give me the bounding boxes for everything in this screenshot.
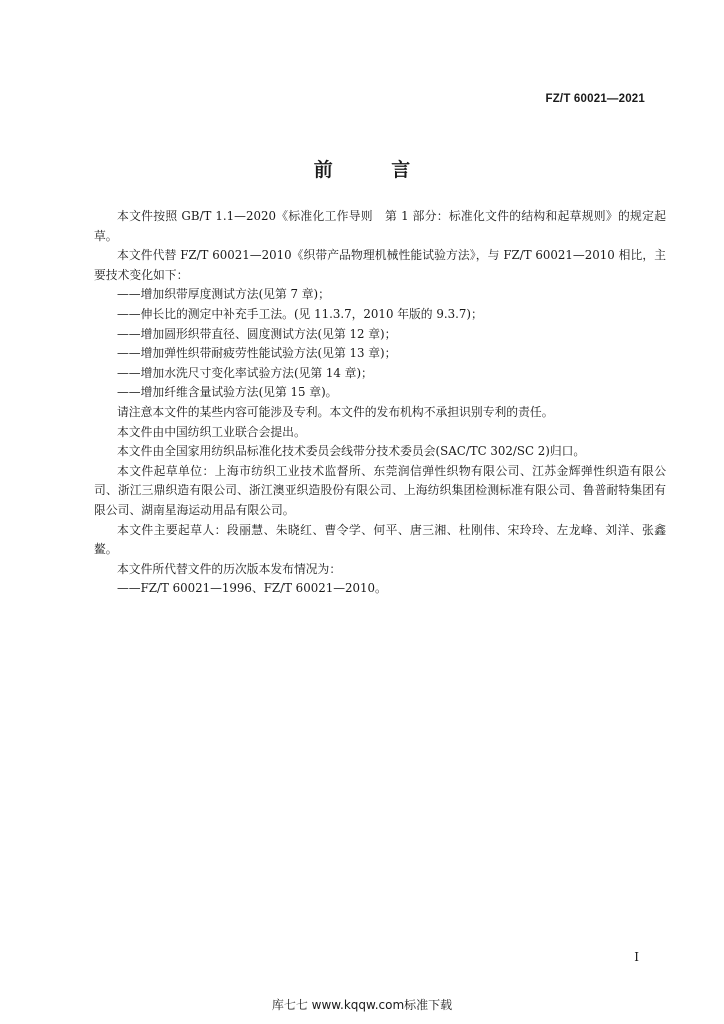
change-item-thickness: ——增加织带厚度测试方法(见第 7 章)； [117,287,330,302]
paragraph-history: 本文件所代替文件的历次版本发布情况为： [117,561,342,576]
change-item-washing: ——增加水洗尺寸变化率试验方法(见第 14 章)； [117,365,373,380]
history-item: ——FZ/T 60021—1996、FZ/T 60021—2010。 [117,581,387,596]
footer-watermark: 库七七 www.kqqw.com标准下载 [271,998,453,1012]
change-item-elongation: ——伸长比的测定中补充手工法。(见 11.3.7，2010 年版的 9.3.7)； [117,306,483,321]
paragraph-patent: 请注意本文件的某些内容可能涉及专利。本文件的发布机构不承担识别专利的责任。 [117,404,554,419]
paragraph-drafting-rules: 本文件按照 GB/T 1.1—2020《标准化工作导则 第 1 部分：标准化文件的结构和起草规则》的规定起草。 [94,209,666,243]
page-title: 前 言 [313,159,437,181]
paragraph-drafters: 本文件主要起草人：段丽慧、朱晓红、曹令学、何平、唐三湘、杜刚伟、宋玲玲、左龙峰、刘洋、张鑫鳌。 [94,522,666,557]
foreword-body [94,207,666,599]
change-item-diameter: ——增加圆形织带直径、圆度测试方法(见第 12 章)； [117,326,397,341]
standard-code: FZ/T 60021—2021 [545,93,645,105]
paragraph-drafting-units: 本文件起草单位：上海市纺织工业技术监督所、东莞润信弹性织物有限公司、江苏金辉弹性织造有限公司、浙江三鼎织造有限公司、浙江澳亚织造股份有限公司、上海纺织集团检测标准有限公司、鲁普耐特集团有限公司、湖南星海运动用品有限公司。 [94,463,666,517]
change-item-fatigue: ——增加弹性织带耐疲劳性能试验方法(见第 13 章)； [117,346,397,361]
paragraph-committee: 本文件由全国家用纺织品标准化技术委员会线带分技术委员会(SAC/TC 302/SC 2)归口。 [117,444,586,459]
change-item-fiber: ——增加纤维含量试验方法(见第 15 章)。 [117,385,338,400]
page-number: I [634,950,639,964]
paragraph-replacement: 本文件代替 FZ/T 60021—2010《织带产品物理机械性能试验方法》，与 FZ/T 60021—2010 相比，主要技术变化如下： [94,248,666,282]
paragraph-proposer: 本文件由中国纺织工业联合会提出。 [117,424,306,439]
